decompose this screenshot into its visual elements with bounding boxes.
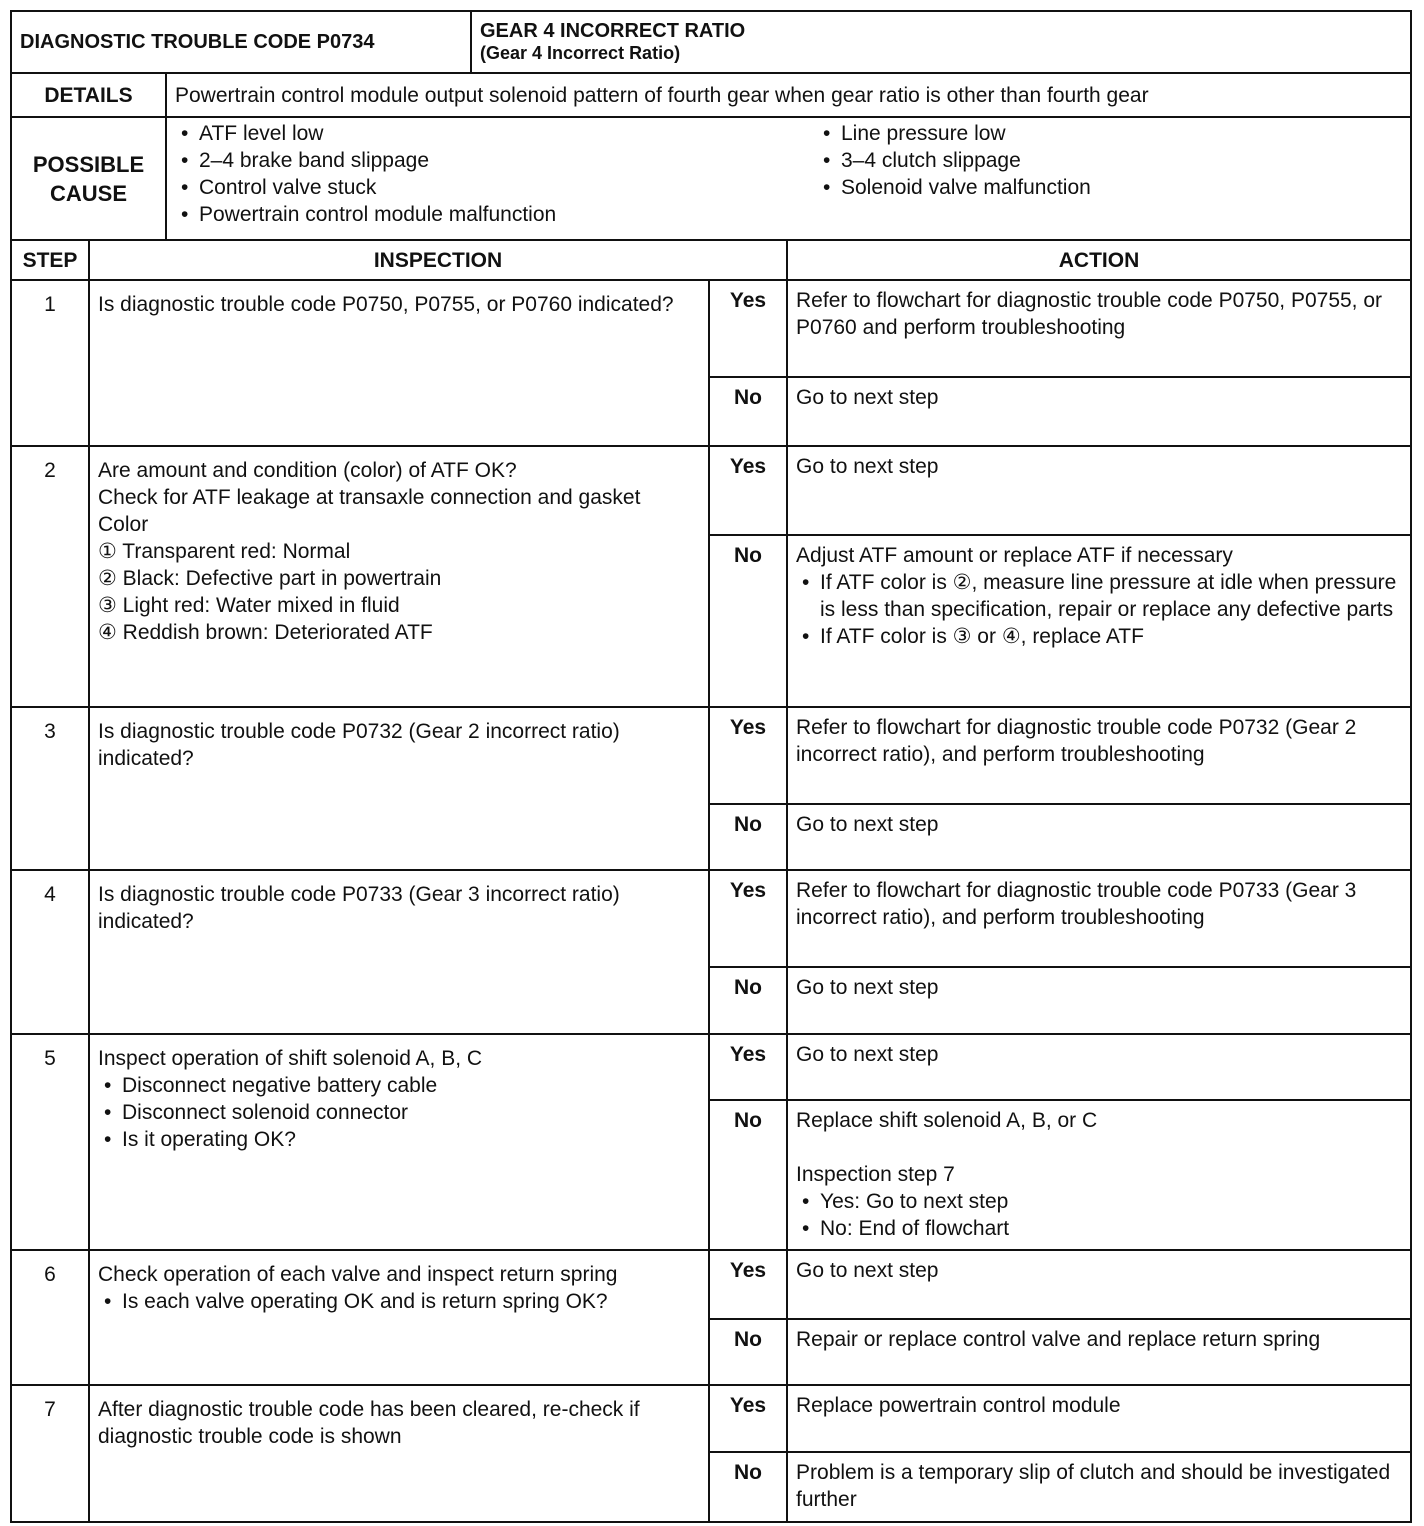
step-number: 5 (11, 1034, 89, 1250)
text-line: ④ Reddish brown: Deteriorated ATF (98, 621, 433, 644)
no-label: No (709, 1319, 787, 1385)
text-line: Adjust ATF amount or replace ATF if necessary (796, 544, 1233, 567)
no-label: No (709, 1452, 787, 1522)
yes-label: Yes (709, 280, 787, 377)
text-line: After diagnostic trouble code has been cleared, re-check if diagnostic trouble code is shown (98, 1398, 640, 1448)
inspection-cell (89, 1034, 709, 1250)
text-line: Replace powertrain control module (796, 1394, 1121, 1417)
steps-table (10, 239, 1412, 1523)
step-row-yes (11, 870, 1411, 967)
text-line: Go to next step (796, 386, 939, 409)
step-number: 7 (11, 1385, 89, 1522)
cause-item: • 3–4 clutch slippage (841, 147, 1091, 174)
possible-cause-list (166, 117, 1411, 240)
yes-label: Yes (709, 1385, 787, 1452)
bullet-item: • Is each valve operating OK and is return spring OK? (122, 1288, 700, 1315)
text-line: Replace shift solenoid A, B, or C (796, 1109, 1098, 1132)
step-number: 1 (11, 280, 89, 446)
text-line: Check for ATF leakage at transaxle connection and gasket (98, 486, 641, 509)
no-label: No (709, 377, 787, 446)
no-action (787, 377, 1411, 446)
text-line: Check operation of each valve and inspect return spring (98, 1263, 618, 1286)
col-header-action: ACTION (787, 240, 1411, 280)
text-line: Color (98, 513, 149, 536)
no-action (787, 1452, 1411, 1522)
cause-item: • ATF level low (199, 120, 817, 147)
yes-label: Yes (709, 446, 787, 535)
text-line: Problem is a temporary slip of clutch and should be investigated further (796, 1461, 1391, 1511)
possible-cause-label-line2: CAUSE (49, 180, 127, 206)
cause-item: • Line pressure low (841, 120, 1091, 147)
cause-item: • Solenoid valve malfunction (841, 174, 1091, 201)
cause-item: • 2–4 brake band slippage (199, 147, 817, 174)
step-row-yes (11, 1250, 1411, 1319)
header-table (10, 10, 1412, 74)
possible-cause-label (11, 117, 166, 240)
dtc-code-label: DIAGNOSTIC TROUBLE CODE P0734 (11, 11, 471, 73)
col-header-step: STEP (11, 240, 89, 280)
text-line: Go to next step (796, 455, 939, 478)
step-row-yes (11, 707, 1411, 804)
step-row-yes (11, 1034, 1411, 1100)
bullet-item: • If ATF color is ③ or ④, replace ATF (820, 623, 1402, 650)
text-line: Repair or replace control valve and replace return spring (796, 1328, 1321, 1351)
bullet-item: • Yes: Go to next step (820, 1188, 1402, 1215)
text-line: Are amount and condition (color) of ATF OK? (98, 459, 517, 482)
inspection-cell (89, 1250, 709, 1385)
yes-label: Yes (709, 870, 787, 967)
text-line: Refer to flowchart for diagnostic trouble code P0733 (Gear 3 incorrect ratio), and perform troubleshooting (796, 879, 1357, 929)
yes-action (787, 1250, 1411, 1319)
inspection-cell (89, 1385, 709, 1522)
bullet-item: • If ATF color is ②, measure line pressure at idle when pressure is less than specification, repair or replace any defective parts (820, 569, 1402, 623)
details-table (10, 72, 1412, 241)
text-line: ③ Light red: Water mixed in fluid (98, 594, 400, 617)
text-line: Inspect operation of shift solenoid A, B, C (98, 1047, 483, 1070)
cause-list-left (175, 120, 817, 228)
dtc-title (471, 11, 1411, 73)
inspection-cell (89, 446, 709, 707)
col-header-inspection: INSPECTION (89, 240, 787, 280)
possible-cause-label-line1: POSSIBLE (32, 151, 145, 177)
yes-action (787, 280, 1411, 377)
no-action (787, 967, 1411, 1034)
bullet-list (796, 569, 1402, 650)
text-line: Is diagnostic trouble code P0732 (Gear 2 incorrect ratio) indicated? (98, 720, 620, 770)
no-action (787, 804, 1411, 870)
bullet-list (796, 1188, 1402, 1242)
bullet-list (98, 1072, 700, 1153)
bullet-item: • Disconnect solenoid connector (122, 1099, 700, 1126)
yes-label: Yes (709, 1034, 787, 1100)
yes-action (787, 870, 1411, 967)
step-row-yes (11, 446, 1411, 535)
text-line: ② Black: Defective part in powertrain (98, 567, 442, 590)
step-number: 4 (11, 870, 89, 1034)
no-label: No (709, 804, 787, 870)
dtc-p0734-document (10, 10, 1410, 1523)
bullet-item: • Is it operating OK? (122, 1126, 700, 1153)
inspection-cell (89, 870, 709, 1034)
yes-label: Yes (709, 1250, 787, 1319)
no-label: No (709, 535, 787, 707)
text-line: Go to next step (796, 1259, 939, 1282)
text-line: Is diagnostic trouble code P0733 (Gear 3 incorrect ratio) indicated? (98, 883, 620, 933)
text-line: Refer to flowchart for diagnostic trouble code P0732 (Gear 2 incorrect ratio), and perform troubleshooting (796, 716, 1357, 766)
text-line: Go to next step (796, 976, 939, 999)
inspection-cell (89, 707, 709, 870)
no-action (787, 1100, 1411, 1250)
step-number: 6 (11, 1250, 89, 1385)
step-row-yes (11, 280, 1411, 377)
cause-item: • Powertrain control module malfunction (199, 201, 817, 228)
yes-action (787, 1385, 1411, 1452)
text-line: Go to next step (796, 1043, 939, 1066)
no-action (787, 535, 1411, 707)
yes-action (787, 446, 1411, 535)
text-line: ① Transparent red: Normal (98, 540, 351, 563)
details-text: Powertrain control module output solenoid pattern of fourth gear when gear ratio is other than fourth gear (166, 73, 1411, 117)
yes-label: Yes (709, 707, 787, 804)
inspection-cell (89, 280, 709, 446)
step-row-yes (11, 1385, 1411, 1452)
no-label: No (709, 1100, 787, 1250)
text-line: Go to next step (796, 813, 939, 836)
step-number: 3 (11, 707, 89, 870)
step-number: 2 (11, 446, 89, 707)
no-label: No (709, 967, 787, 1034)
yes-action (787, 707, 1411, 804)
bullet-item: • No: End of flowchart (820, 1215, 1402, 1242)
no-action (787, 1319, 1411, 1385)
bullet-item: • Disconnect negative battery cable (122, 1072, 700, 1099)
text-line: Refer to flowchart for diagnostic trouble code P0750, P0755, or P0760 and perform troubleshooting (796, 289, 1383, 339)
details-label: DETAILS (11, 73, 166, 117)
text-line: Is diagnostic trouble code P0750, P0755, or P0760 indicated? (98, 293, 674, 316)
yes-action (787, 1034, 1411, 1100)
subtitle: (Gear 4 Incorrect Ratio) (480, 43, 681, 63)
cause-list-right (817, 120, 1091, 228)
bullet-list (98, 1288, 700, 1315)
text-line: Inspection step 7 (796, 1163, 955, 1186)
text-line (796, 1134, 1402, 1161)
title: GEAR 4 INCORRECT RATIO (480, 20, 746, 42)
cause-item: • Control valve stuck (199, 174, 817, 201)
